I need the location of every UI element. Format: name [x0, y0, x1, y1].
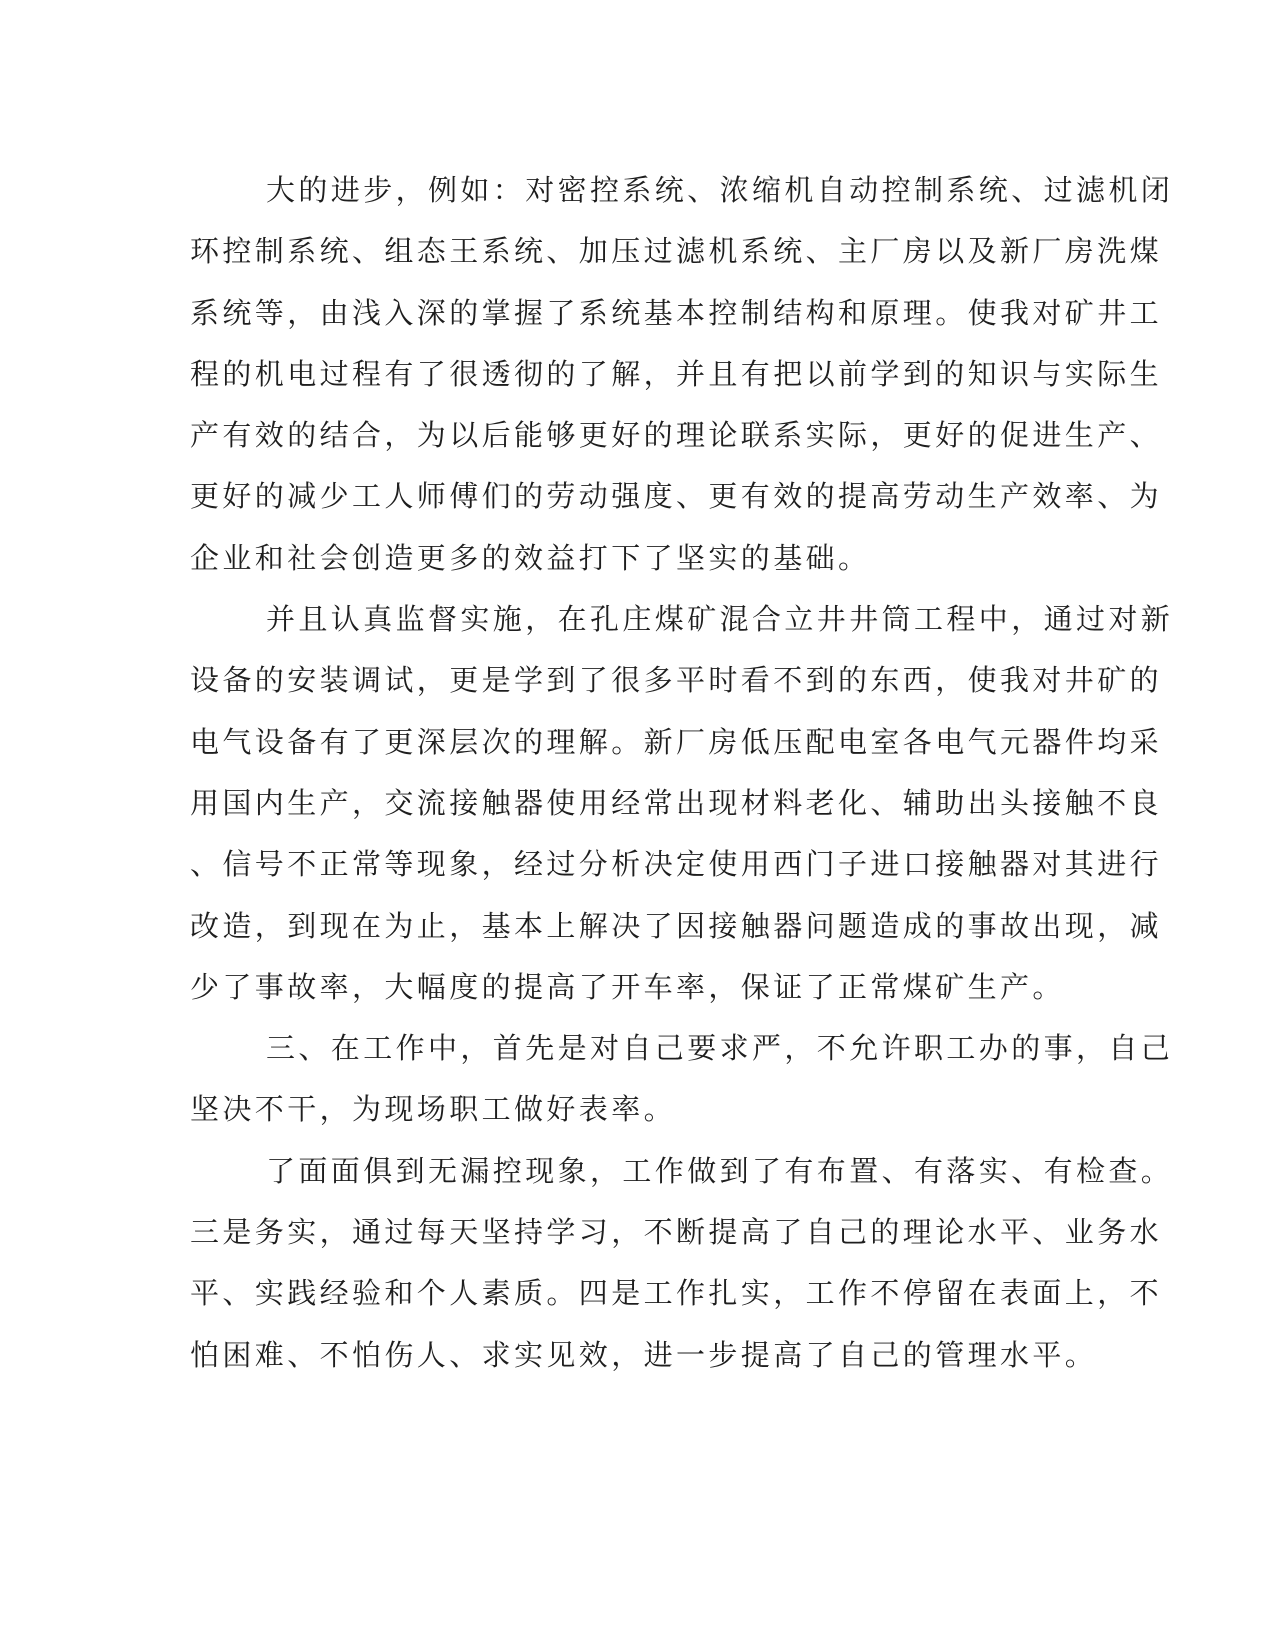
- text-line: 坚决不干，为现场职工做好表率。: [190, 1092, 677, 1127]
- text-line: 程的机电过程有了很透彻的了解，并且有把以前学到的知识与实际生: [190, 356, 1163, 391]
- text-line: 三是务实，通过每天坚持学习，不断提高了自己的理论水平、业务水: [190, 1215, 1163, 1250]
- text-line: 更好的减少工人师傅们的劳动强度、更有效的提高劳动生产效率、为: [190, 479, 1163, 514]
- text-line: 少了事故率，大幅度的提高了开车率，保证了正常煤矿生产。: [190, 969, 1065, 1004]
- text-line: 环控制系统、组态王系统、加压过滤机系统、主厂房以及新厂房洗煤: [190, 234, 1163, 269]
- text-line: 用国内生产，交流接触器使用经常出现材料老化、辅助出头接触不良: [190, 785, 1163, 820]
- text-line: 大的进步，例如：对密控系统、浓缩机自动控制系统、过滤机闭: [266, 173, 1174, 207]
- body-text: [190, 160, 1174, 1386]
- text-line: 产有效的结合，为以后能够更好的理论联系实际，更好的促进生产、: [190, 418, 1163, 453]
- text-line: 三、在工作中，首先是对自己要求严，不允许职工办的事，自己: [266, 1031, 1174, 1066]
- text-line: 、信号不正常等现象，经过分析决定使用西门子进口接触器对其进行: [190, 847, 1163, 882]
- text-line: 企业和社会创造更多的效益打下了坚实的基础。: [190, 540, 871, 575]
- text-line: 系统等，由浅入深的掌握了系统基本控制结构和原理。使我对矿井工: [190, 295, 1163, 330]
- text-line: 设备的安装调试，更是学到了很多平时看不到的东西，使我对井矿的: [190, 663, 1163, 698]
- text-line: 了面面俱到无漏控现象，工作做到了有布置、有落实、有检查。: [266, 1153, 1174, 1188]
- text-line: 改造，到现在为止，基本上解决了因接触器问题造成的事故出现，减: [190, 908, 1163, 943]
- text-line: 怕困难、不怕伤人、求实见效，进一步提高了自己的管理水平。: [190, 1337, 1098, 1372]
- text-line: 平、实践经验和个人素质。四是工作扎实，工作不停留在表面上，不: [190, 1276, 1163, 1311]
- text-line: 电气设备有了更深层次的理解。新厂房低压配电室各电气元器件均采: [190, 724, 1163, 759]
- text-line: 并且认真监督实施，在孔庄煤矿混合立井井筒工程中，通过对新: [266, 602, 1174, 637]
